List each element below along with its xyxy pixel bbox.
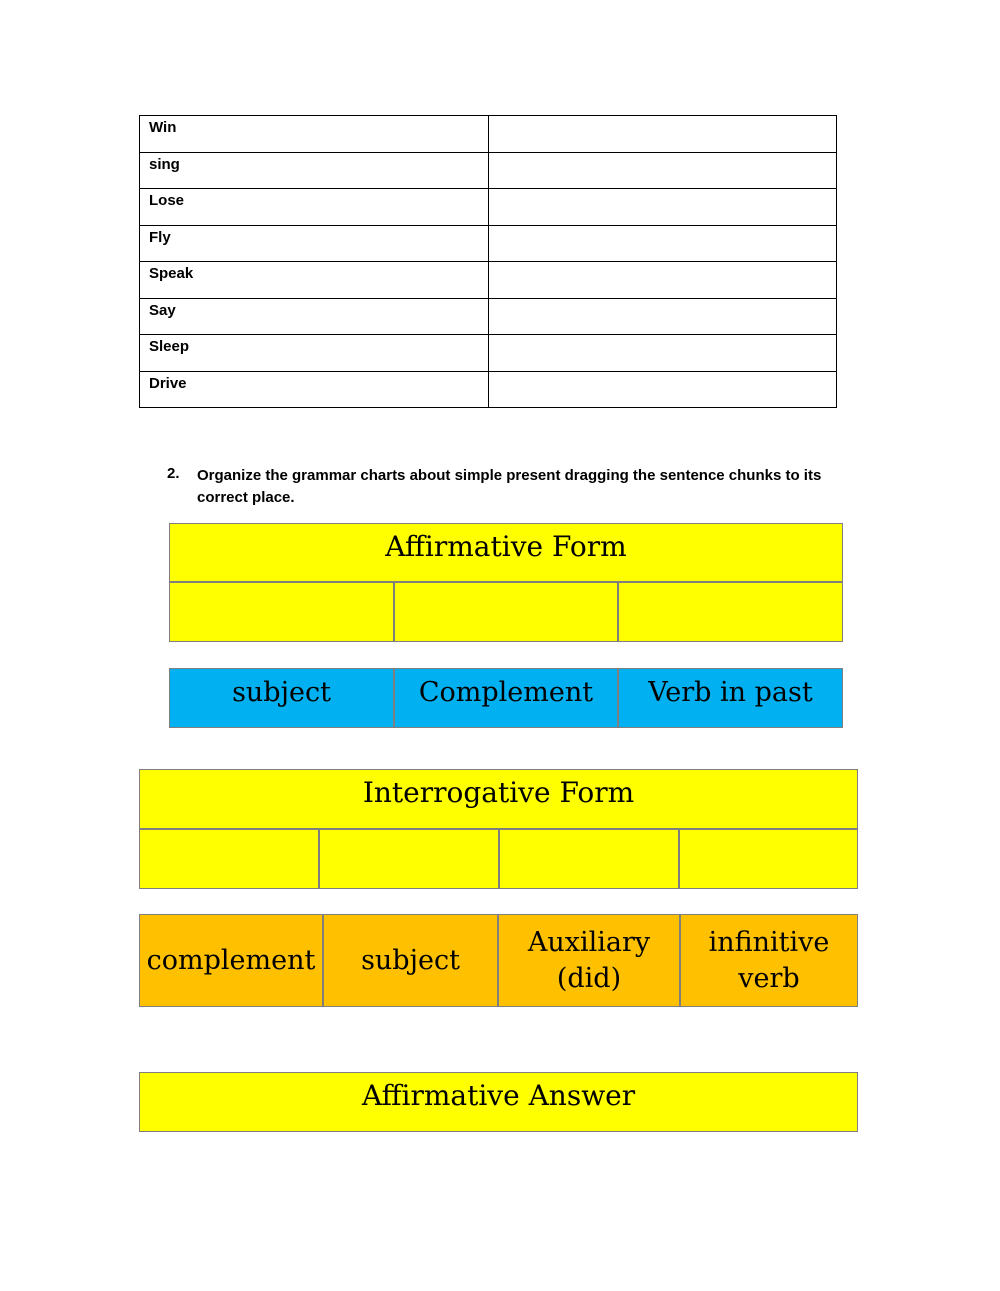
drop-zone[interactable] bbox=[679, 829, 858, 889]
sentence-chunk[interactable]: subject bbox=[323, 914, 498, 1007]
sentence-chunk[interactable]: Verb in past bbox=[618, 668, 843, 728]
table-row bbox=[140, 225, 837, 262]
instruction-number: 2. bbox=[167, 465, 180, 482]
verb-cell: Sleep bbox=[140, 335, 489, 372]
instruction-text: Organize the grammar charts about simple present dragging the sentence chunks to its correct place. bbox=[197, 467, 822, 506]
verb-cell: Win bbox=[140, 116, 489, 153]
table-row bbox=[140, 189, 837, 226]
answer-cell[interactable] bbox=[489, 262, 837, 299]
affirmative-form-title: Affirmative Form bbox=[169, 523, 843, 582]
answer-cell[interactable] bbox=[489, 371, 837, 408]
table-row bbox=[140, 262, 837, 299]
verb-table bbox=[139, 115, 837, 408]
verb-cell: sing bbox=[140, 152, 489, 189]
sentence-chunk[interactable]: Complement bbox=[394, 668, 618, 728]
table-row bbox=[140, 116, 837, 153]
affirmative-answer-title: Affirmative Answer bbox=[139, 1072, 858, 1132]
drop-zone[interactable] bbox=[394, 582, 618, 642]
answer-cell[interactable] bbox=[489, 116, 837, 153]
drop-zone[interactable] bbox=[319, 829, 499, 889]
drop-zone[interactable] bbox=[499, 829, 679, 889]
verb-cell: Drive bbox=[140, 371, 489, 408]
verb-cell: Fly bbox=[140, 225, 489, 262]
sentence-chunk[interactable]: infinitive verb bbox=[680, 914, 858, 1007]
table-row bbox=[140, 335, 837, 372]
sentence-chunk[interactable]: complement bbox=[139, 914, 323, 1007]
answer-cell[interactable] bbox=[489, 152, 837, 189]
answer-cell[interactable] bbox=[489, 225, 837, 262]
answer-cell[interactable] bbox=[489, 189, 837, 226]
table-row bbox=[140, 152, 837, 189]
verb-cell: Speak bbox=[140, 262, 489, 299]
drop-zone[interactable] bbox=[618, 582, 843, 642]
verb-cell: Say bbox=[140, 298, 489, 335]
drop-zone[interactable] bbox=[169, 582, 394, 642]
verb-cell: Lose bbox=[140, 189, 489, 226]
answer-cell[interactable] bbox=[489, 335, 837, 372]
drop-zone[interactable] bbox=[139, 829, 319, 889]
table-row bbox=[140, 371, 837, 408]
sentence-chunk[interactable]: subject bbox=[169, 668, 394, 728]
sentence-chunk[interactable]: Auxiliary (did) bbox=[498, 914, 680, 1007]
table-row bbox=[140, 298, 837, 335]
interrogative-form-title: Interrogative Form bbox=[139, 769, 858, 829]
answer-cell[interactable] bbox=[489, 298, 837, 335]
